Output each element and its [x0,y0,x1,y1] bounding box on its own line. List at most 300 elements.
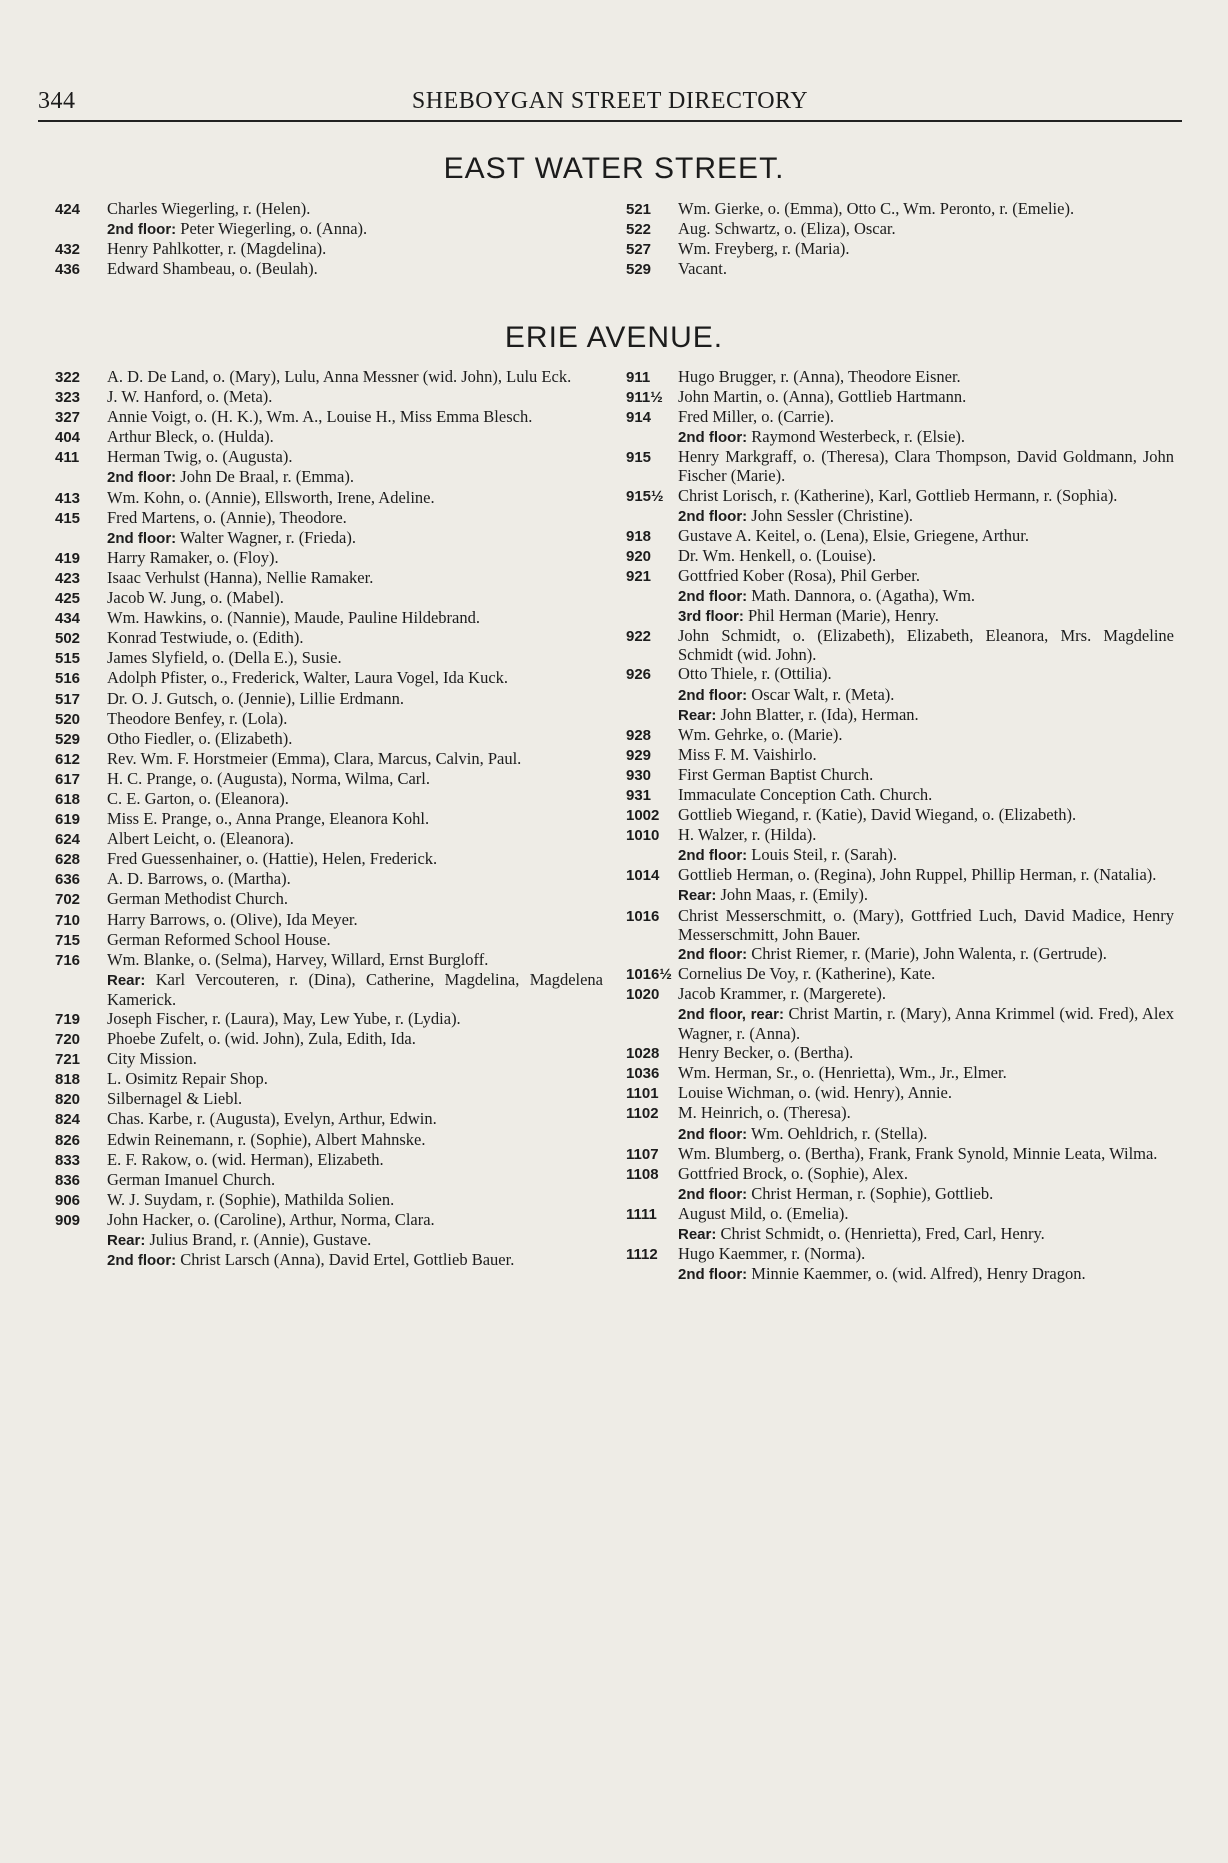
directory-entry [55,809,603,829]
resident-names: E. F. Rakow, o. (wid. Herman), Elizabeth. [107,1149,384,1169]
entry-text [107,219,603,239]
entry-text [678,1184,1174,1204]
resident-names: Louis Steil, r. (Sarah). [751,845,898,865]
house-number: 413 [55,489,81,507]
resident-names: Gustave A. Keitel, o. (Lena), Elsie, Griegene, Arthur. [678,525,1029,545]
directory-entry [55,869,603,889]
house-number: 702 [55,891,81,909]
house-number [626,1004,678,1005]
resident-names: A. D. Barrows, o. (Martha). [107,869,291,889]
directory-entry [626,387,1174,407]
resident-names: Gottfried Brock, o. (Sophie), Alex. [678,1163,909,1183]
directory-entry [626,367,1174,387]
directory-entry [55,447,603,467]
house-number: 415 [55,509,81,527]
resident-names: L. Osimitz Repair Shop. [107,1069,268,1089]
house-number [55,1250,107,1251]
floor-label: 2nd floor, rear: [678,1006,784,1023]
house-number: 909 [55,1211,81,1229]
house-number: 619 [55,811,81,829]
entry-text [107,809,603,828]
house-number: 612 [55,750,81,768]
house-number: 515 [55,650,81,668]
entry-text [107,407,603,426]
resident-names: Annie Voigt, o. (H. K.), Wm. A., Louise H., Miss Emma Blesch. [107,407,533,427]
house-number [55,467,107,468]
resident-names: W. J. Suydam, r. (Sophie), Mathilda Solien. [107,1189,395,1209]
entry-text [107,930,603,949]
directory-entry [626,865,1174,885]
house-number: 404 [55,429,81,447]
entry-text [678,407,1174,426]
directory-sub-entry [626,1224,1174,1244]
resident-names: Immaculate Conception Cath. Church. [678,784,933,804]
house-number: 930 [626,766,652,784]
floor-label: 3rd floor: [678,608,744,626]
house-number: 432 [55,241,81,259]
directory-entry [55,1109,603,1129]
resident-names: Silbernagel & Liebl. [107,1089,243,1109]
page-number: 344 [38,88,76,114]
entry-text [107,869,603,888]
floor-label: 2nd floor: [678,686,748,704]
resident-names: Gottlieb Herman, o. (Regina), John Ruppel, Phillip Herman, r. (Natalia). [678,865,1157,885]
resident-names: John De Braal, r. (Emma). [180,467,354,487]
resident-names: German Reformed School House. [107,929,331,949]
entry-text [107,789,603,808]
resident-names: John Schmidt, o. (Elizabeth), Elizabeth, Eleanora, Mrs. Magdeline Schmidt (wid. John). [678,626,1174,665]
entry-text [678,506,1174,526]
directory-entry [55,789,603,809]
directory-entry [626,906,1174,944]
directory-entry [55,588,603,608]
floor-label: 2nd floor: [678,1125,748,1143]
directory-entry [55,749,603,769]
house-number: 920 [626,547,652,565]
house-number: 636 [55,871,81,889]
entry-text [678,219,1174,238]
entry-text [107,1069,603,1088]
house-number [55,1230,107,1231]
directory-entry [626,199,1174,219]
resident-names: J. W. Hanford, o. (Meta). [107,387,273,407]
directory-entry [626,566,1174,586]
directory-entry [55,1069,603,1089]
header-rule [38,120,1182,122]
directory-entry [626,1083,1174,1103]
directory-sub-entry [55,1250,603,1270]
house-number [626,845,678,846]
house-number: 911 [626,369,651,386]
entry-text [678,586,1174,606]
directory-entry [55,849,603,869]
resident-names: Hugo Brugger, r. (Anna), Theodore Eisner. [678,367,961,386]
house-number: 915 [626,449,652,467]
directory-sub-entry [626,944,1174,964]
entry-text [107,367,603,386]
resident-names: Christ Herman, r. (Sophie), Gottlieb. [751,1183,994,1203]
floor-label: Rear: [678,887,717,905]
entry-text [678,1124,1174,1144]
entry-text [678,805,1174,824]
directory-entry [55,668,603,688]
directory-sub-entry [626,685,1174,705]
entry-text [107,1049,603,1068]
house-number: 719 [55,1011,81,1028]
house-number: 424 [55,201,81,218]
floor-label: Rear: [107,1232,146,1250]
resident-names: Wm. Herman, Sr., o. (Henrietta), Wm., Jr., Elmer. [678,1063,1007,1083]
resident-names: Dr. Wm. Henkell, o. (Louise). [678,545,877,565]
directory-entry [626,1244,1174,1264]
entry-text [107,1250,603,1270]
floor-label: 2nd floor: [678,429,748,447]
resident-names: Adolph Pfister, o., Frederick, Walter, Laura Vogel, Ida Kuck. [107,668,509,688]
resident-names: Gottlieb Wiegand, r. (Katie), David Wiegand, o. (Elizabeth). [678,805,1077,825]
directory-sub-entry [626,705,1174,725]
directory-entry [55,407,603,427]
resident-names: Wm. Gehrke, o. (Marie). [678,724,843,744]
resident-names: James Slyfield, o. (Della E.), Susie. [107,648,342,668]
resident-names: Fred Martens, o. (Annie), Theodore. [107,507,347,527]
resident-names: Arthur Bleck, o. (Hulda). [107,427,274,447]
house-number: 906 [55,1191,81,1209]
house-number: 434 [55,610,81,628]
house-number [626,606,678,607]
resident-names: Christ Riemer, r. (Marie), John Walenta, r. (Gertrude). [751,943,1107,963]
floor-label: 2nd floor: [107,469,177,487]
entry-text [107,508,603,527]
directory-sub-entry [55,1230,603,1250]
entry-text [107,709,603,728]
floor-label: 2nd floor: [678,1266,748,1284]
floor-label: 2nd floor: [678,1185,748,1203]
entry-text [107,689,603,708]
directory-entry [55,1009,603,1029]
entry-text [678,1264,1174,1284]
entry-text [678,387,1174,406]
house-number: 1036 [626,1065,660,1083]
directory-sub-entry [626,1264,1174,1284]
resident-names: Christ Messerschmitt, o. (Mary), Gottfried Luch, David Madice, Henry Messerschmitt, John Bauer. [678,905,1174,944]
directory-sub-entry [626,1004,1174,1043]
house-number: 1111 [626,1205,657,1223]
house-number: 1010 [626,827,660,845]
directory-entry [55,367,603,387]
house-number: 617 [55,770,81,788]
entry-text [678,486,1174,505]
resident-names: M. Heinrich, o. (Theresa). [678,1103,851,1123]
entry-text [678,825,1174,844]
erie-avenue-left-column [55,367,603,1270]
resident-names: Vacant. [678,259,728,279]
entry-text [678,606,1174,626]
house-number: 914 [626,409,652,427]
directory-entry [626,1043,1174,1063]
resident-names: John Sessler (Christine). [751,505,914,525]
entry-text [107,628,603,647]
floor-label: Rear: [107,971,146,989]
house-number: 527 [626,241,652,259]
entry-text [678,566,1174,585]
entry-text [678,1144,1174,1163]
resident-names: Gottfried Kober (Rosa), Phil Gerber. [678,565,920,585]
entry-text [678,664,1174,683]
directory-entry [626,259,1174,279]
entry-text [107,199,603,218]
house-number: 628 [55,851,81,869]
house-number: 1108 [626,1165,659,1183]
directory-entry [55,648,603,668]
resident-names: Wm. Gierke, o. (Emma), Otto C., Wm. Peronto, r. (Emelie). [678,199,1075,218]
entry-text [107,488,603,507]
resident-names: Jacob W. Jung, o. (Mabel). [107,588,284,608]
house-number: 327 [55,409,81,427]
house-number: 517 [55,690,81,708]
entry-text [678,259,1174,278]
resident-names: Chas. Karbe, r. (Augusta), Evelyn, Arthur, Edwin. [107,1109,437,1129]
directory-entry [626,219,1174,239]
directory-entry [55,889,603,909]
house-number: 824 [55,1111,81,1129]
entry-text [107,769,603,788]
resident-names: Wm. Hawkins, o. (Nannie), Maude, Pauline Hildebrand. [107,608,480,628]
directory-sub-entry [626,1184,1174,1204]
house-number: 1016 [626,907,660,925]
entry-text [107,729,603,748]
directory-entry [626,486,1174,506]
east-water-right-column [626,199,1174,279]
directory-sub-entry [55,970,603,1009]
house-number: 928 [626,726,652,744]
directory-sub-entry [626,506,1174,526]
entry-text [107,467,603,487]
house-number: 520 [55,710,81,728]
directory-entry [626,1204,1174,1224]
directory-entry [626,785,1174,805]
directory-entry [55,1049,603,1069]
resident-names: Herman Twig, o. (Augusta). [107,447,293,467]
directory-entry [626,765,1174,785]
house-number: 1101 [626,1085,659,1103]
resident-names: Christ Martin, r. (Mary), Anna Krimmel (wid. Fred), Alex Wagner, r. (Anna). [678,1004,1174,1044]
resident-names: Henry Markgraff, o. (Theresa), Clara Thompson, David Goldmann, John Fischer (Marie). [678,447,1174,486]
house-number: 618 [55,790,81,808]
resident-names: Henry Becker, o. (Bertha). [678,1043,854,1063]
house-number: 911½ [626,389,663,407]
house-number: 323 [55,389,81,407]
erie-avenue-right-column [626,367,1174,1284]
resident-names: Phil Herman (Marie), Henry. [747,606,939,626]
resident-names: Rev. Wm. F. Horstmeier (Emma), Clara, Marcus, Calvin, Paul. [107,748,522,768]
house-number [55,219,107,220]
directory-entry [626,664,1174,684]
entry-text [107,427,603,446]
entry-text [678,427,1174,447]
house-number: 1112 [626,1246,658,1264]
house-number: 1028 [626,1045,660,1063]
resident-names: Edwin Reinemann, r. (Sophie), Albert Mahnske. [107,1129,426,1149]
resident-names: John Blatter, r. (Ida), Herman. [720,704,919,724]
floor-label: 2nd floor: [678,945,748,963]
house-number: 826 [55,1131,81,1149]
directory-entry [55,387,603,407]
house-number: 1014 [626,867,660,885]
resident-names: Cornelius De Voy, r. (Katherine), Kate. [678,963,936,983]
directory-entry [626,725,1174,745]
directory-entry [55,1130,603,1150]
entry-text [678,1004,1174,1043]
directory-entry [55,508,603,528]
section-heading-erie-avenue: ERIE AVENUE. [504,321,724,354]
entry-text [678,367,1174,386]
directory-entry [55,259,603,279]
entry-text [107,1109,603,1128]
house-number: 915½ [626,487,664,505]
directory-entry [55,1210,603,1230]
entry-text [678,1103,1174,1122]
entry-text [678,745,1174,764]
resident-names: Harry Ramaker, o. (Floy). [107,547,279,567]
entry-text [678,626,1174,664]
entry-text [107,1089,603,1108]
house-number [626,705,678,706]
resident-names: C. E. Garton, o. (Eleanora). [107,788,289,808]
house-number: 710 [55,911,81,929]
entry-text [107,1029,603,1048]
entry-text [678,765,1174,784]
directory-entry [55,608,603,628]
resident-names: Wm. Oehldrich, r. (Stella). [750,1123,928,1143]
directory-entry [55,769,603,789]
directory-sub-entry [626,885,1174,905]
house-number: 926 [626,666,652,684]
entry-text [107,1170,603,1189]
house-number: 715 [55,931,81,949]
resident-names: City Mission. [107,1049,197,1069]
directory-entry [55,628,603,648]
entry-text [678,447,1174,485]
resident-names: Christ Lorisch, r. (Katherine), Karl, Gottlieb Hermann, r. (Sophia). [678,485,1118,505]
resident-names: Miss F. M. Vaishirlo. [678,744,817,764]
directory-entry [55,488,603,508]
entry-text [678,705,1174,725]
directory-entry [626,1164,1174,1184]
house-number: 931 [626,786,652,804]
directory-entry [626,239,1174,259]
directory-sub-entry [626,586,1174,606]
entry-text [678,984,1174,1003]
directory-entry [55,1150,603,1170]
house-number: 411 [55,449,80,467]
resident-names: Otto Thiele, r. (Ottilia). [678,664,832,684]
house-number [55,528,107,529]
floor-label: 2nd floor: [678,588,748,606]
resident-names: Joseph Fischer, r. (Laura), May, Lew Yube, r. (Lydia). [107,1009,461,1028]
directory-entry [626,1063,1174,1083]
entry-text [107,889,603,908]
directory-entry [626,407,1174,427]
resident-names: German Methodist Church. [107,889,289,909]
resident-names: Hugo Kaemmer, r. (Norma). [678,1244,866,1264]
house-number: 918 [626,527,652,545]
directory-entry [626,526,1174,546]
resident-names: Minnie Kaemmer, o. (wid. Alfred), Henry Dragon. [751,1264,1086,1284]
directory-entry [55,427,603,447]
entry-text [107,447,603,466]
section-heading-east-water-street: EAST WATER STREET. [443,152,785,185]
directory-entry [55,548,603,568]
resident-names: Phoebe Zufelt, o. (wid. John), Zula, Edith, Ida. [107,1029,416,1049]
east-water-left-column [55,199,603,279]
resident-names: Isaac Verhulst (Hanna), Nellie Ramaker. [107,567,374,587]
directory-entry [626,805,1174,825]
floor-label: Rear: [678,1226,717,1244]
resident-names: Walter Wagner, r. (Frieda). [179,527,356,547]
house-number: 521 [626,201,652,218]
entry-text [107,239,603,258]
entry-text [107,668,603,687]
directory-sub-entry [626,427,1174,447]
resident-names: Math. Dannora, o. (Agatha), Wm. [751,586,976,606]
entry-text [107,648,603,667]
resident-names: Konrad Testwiude, o. (Edith). [107,628,304,648]
directory-sub-entry [626,845,1174,865]
entry-text [107,568,603,587]
directory-entry [626,1144,1174,1164]
entry-text [107,387,603,406]
entry-text [678,546,1174,565]
house-number: 436 [55,261,81,279]
directory-sub-entry [55,528,603,548]
entry-text [107,829,603,848]
floor-label: 2nd floor: [678,507,748,525]
resident-names: Christ Larsch (Anna), David Ertel, Gottlieb Bauer. [180,1250,515,1270]
directory-sub-entry [55,467,603,487]
entry-text [678,1043,1174,1062]
resident-names: Wm. Blanke, o. (Selma), Harvey, Willard, Ernst Burgloff. [107,949,489,969]
entry-text [107,528,603,548]
resident-names: H. C. Prange, o. (Augusta), Norma, Wilma, Carl. [107,768,431,788]
entry-text [107,950,603,969]
directory-sub-entry [55,219,603,239]
entry-text [107,1210,603,1229]
house-number: 624 [55,831,81,849]
directory-entry [55,709,603,729]
entry-text [107,849,603,868]
resident-names: John Martin, o. (Anna), Gottlieb Hartmann. [678,387,967,407]
entry-text [678,1164,1174,1183]
directory-entry [55,930,603,950]
directory-entry [626,1103,1174,1123]
resident-names: Edward Shambeau, o. (Beulah). [107,259,318,279]
resident-names: Julius Brand, r. (Annie), Gustave. [149,1230,372,1250]
entry-text [678,1063,1174,1082]
resident-names: German Imanuel Church. [107,1169,276,1189]
resident-names: Oscar Walt, r. (Meta). [751,684,895,704]
entry-text [107,1009,603,1028]
directory-entry [55,729,603,749]
directory-entry [55,689,603,709]
house-number: 721 [55,1051,81,1069]
resident-names: H. Walzer, r. (Hilda). [678,825,817,845]
entry-text [678,1204,1174,1223]
entry-text [107,259,603,278]
resident-names: Charles Wiegerling, r. (Helen). [107,199,311,218]
house-number [626,885,678,886]
resident-names: First German Baptist Church. [678,764,874,784]
entry-text [107,1150,603,1169]
